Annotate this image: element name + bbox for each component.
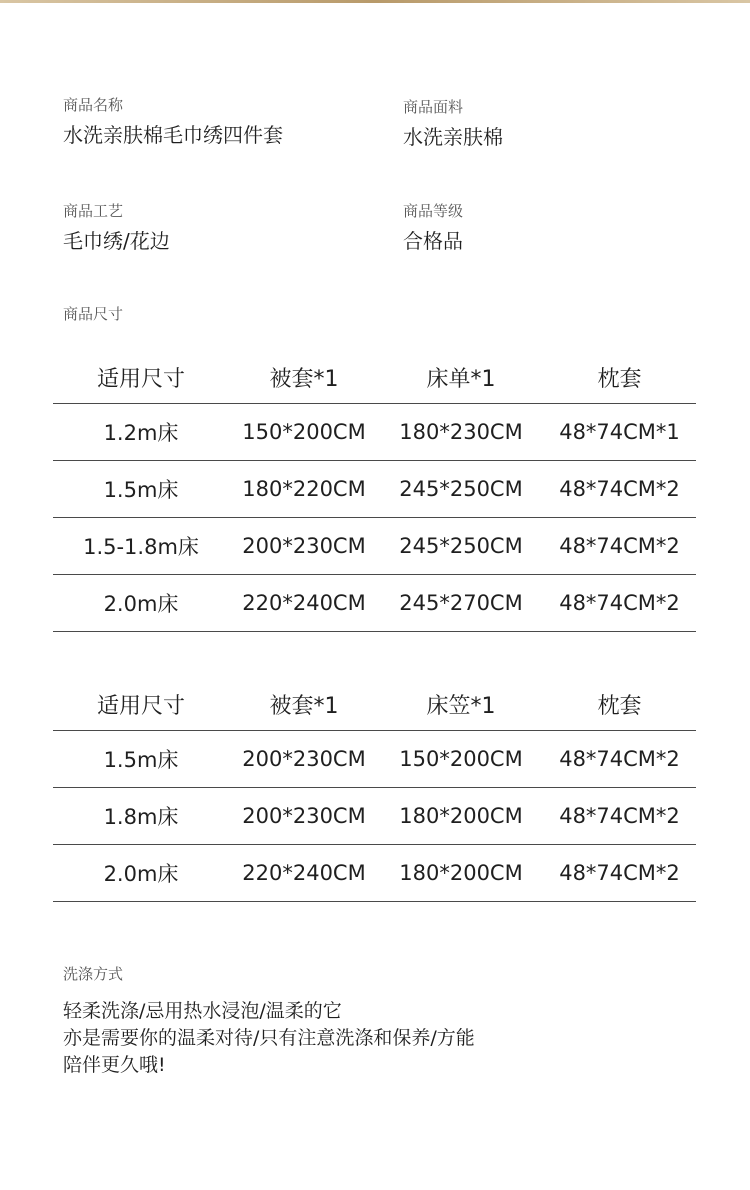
table-row	[53, 788, 696, 845]
table-cell: 180*200CM	[379, 788, 543, 845]
product-name-label: 商品名称	[63, 96, 124, 114]
table-header-row	[53, 352, 696, 404]
table-cell: 245*250CM	[379, 461, 543, 518]
table-cell: 245*250CM	[379, 518, 543, 575]
table-cell: 2.0m床	[53, 575, 229, 632]
table-cell: 150*200CM	[379, 731, 543, 788]
table-cell: 1.5m床	[53, 461, 229, 518]
table-row	[53, 731, 696, 788]
table-header-cell: 被套*1	[229, 352, 379, 404]
table-cell: 48*74CM*2	[543, 575, 696, 632]
product-fabric-field	[403, 97, 503, 151]
table-cell: 220*240CM	[229, 575, 379, 632]
product-craft-field	[63, 201, 170, 255]
table-header-cell: 适用尺寸	[53, 679, 229, 731]
wash-instructions	[63, 998, 475, 1079]
wash-section-label: 洗涤方式	[63, 965, 124, 983]
table-cell: 1.2m床	[53, 404, 229, 461]
product-fabric-label: 商品面料	[403, 98, 464, 116]
product-grade-value: 合格品	[403, 229, 463, 253]
product-craft-value: 毛巾绣/花边	[63, 229, 170, 253]
product-name-field	[63, 95, 283, 149]
table-header-cell: 被套*1	[229, 679, 379, 731]
product-fabric-value: 水洗亲肤棉	[403, 125, 503, 149]
table-cell: 48*74CM*2	[543, 461, 696, 518]
table-cell: 200*230CM	[229, 788, 379, 845]
table-header-row	[53, 679, 696, 731]
size-table-sheet	[53, 352, 696, 632]
table-row	[53, 518, 696, 575]
table-row	[53, 845, 696, 902]
table-row	[53, 575, 696, 632]
table-cell: 180*230CM	[379, 404, 543, 461]
product-craft-label: 商品工艺	[63, 202, 124, 220]
table-cell: 1.5-1.8m床	[53, 518, 229, 575]
table-cell: 48*74CM*2	[543, 788, 696, 845]
top-accent-rule	[0, 0, 750, 3]
table-cell: 150*200CM	[229, 404, 379, 461]
table-cell: 220*240CM	[229, 845, 379, 902]
table-cell: 48*74CM*2	[543, 845, 696, 902]
size-section-label: 商品尺寸	[63, 305, 124, 323]
product-grade-field	[403, 201, 463, 255]
table-cell: 200*230CM	[229, 518, 379, 575]
product-name-value: 水洗亲肤棉毛巾绣四件套	[63, 123, 283, 147]
wash-line: 轻柔洗涤/忌用热水浸泡/温柔的它	[63, 1000, 342, 1022]
table-row	[53, 404, 696, 461]
table-cell: 48*74CM*2	[543, 518, 696, 575]
product-grade-label: 商品等级	[403, 202, 464, 220]
table-row	[53, 461, 696, 518]
table-cell: 200*230CM	[229, 731, 379, 788]
table-cell: 180*220CM	[229, 461, 379, 518]
table-cell: 180*200CM	[379, 845, 543, 902]
table-header-cell: 枕套	[543, 352, 696, 404]
table-cell: 48*74CM*2	[543, 731, 696, 788]
table-cell: 1.5m床	[53, 731, 229, 788]
table-cell: 245*270CM	[379, 575, 543, 632]
table-header-cell: 床单*1	[379, 352, 543, 404]
table-cell: 2.0m床	[53, 845, 229, 902]
table-header-cell: 枕套	[543, 679, 696, 731]
size-table-fitted	[53, 679, 696, 902]
table-cell: 1.8m床	[53, 788, 229, 845]
wash-line: 陪伴更久哦!	[63, 1054, 166, 1076]
table-header-cell: 适用尺寸	[53, 352, 229, 404]
table-header-cell: 床笠*1	[379, 679, 543, 731]
table-cell: 48*74CM*1	[543, 404, 696, 461]
wash-line: 亦是需要你的温柔对待/只有注意洗涤和保养/方能	[63, 1027, 475, 1049]
